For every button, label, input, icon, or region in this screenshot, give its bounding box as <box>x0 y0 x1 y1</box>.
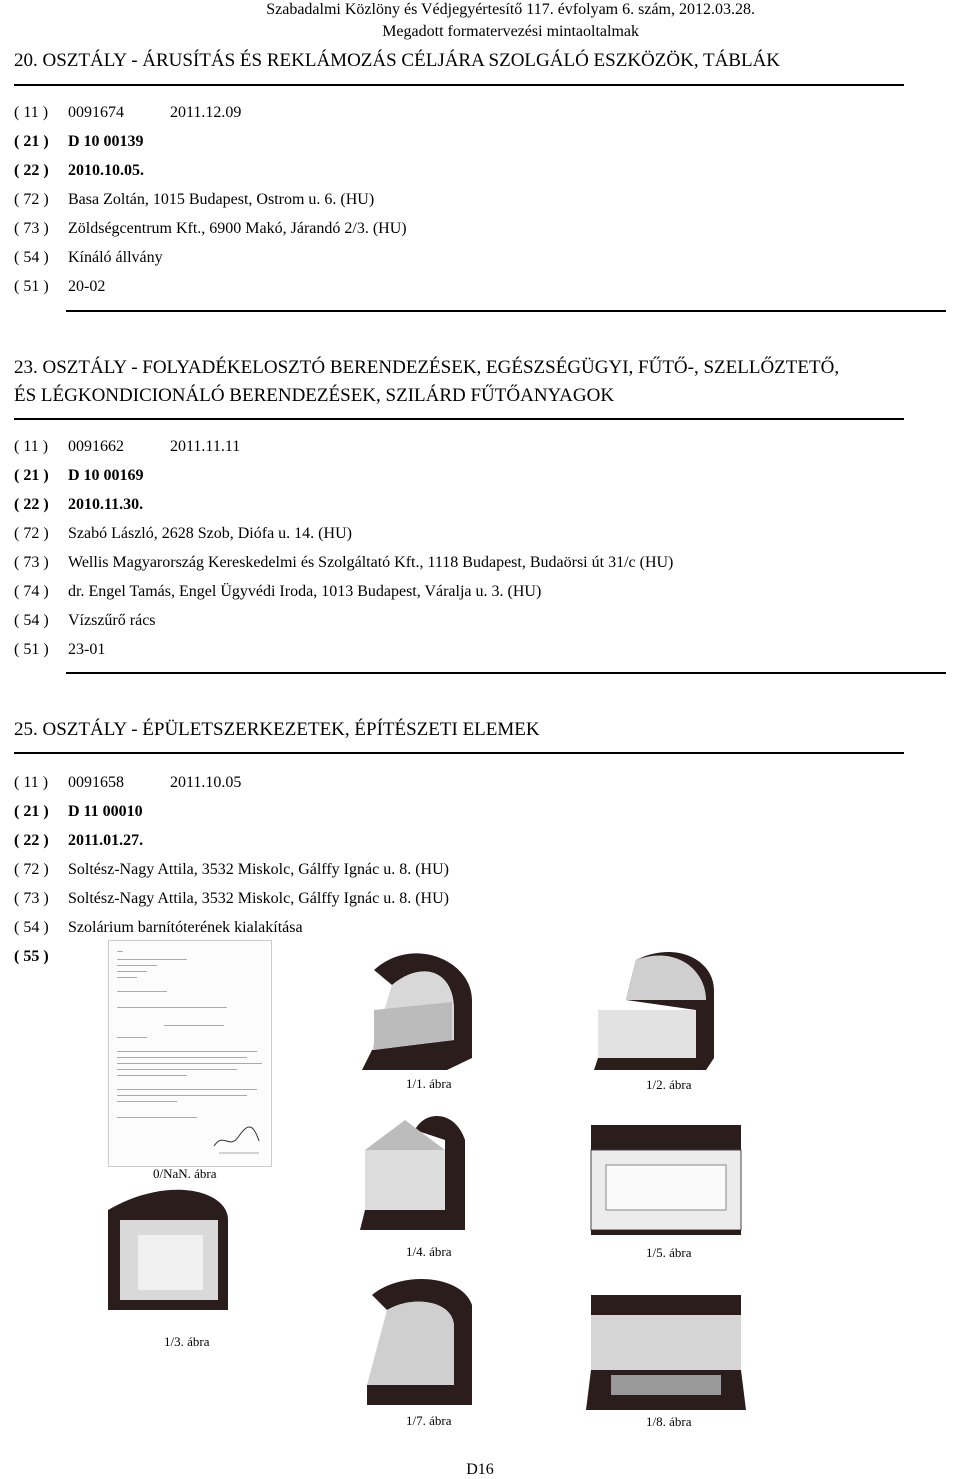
design-figure-1-4 <box>345 1110 495 1240</box>
entry-row: ( 72 ) Szabó László, 2628 Szob, Diófa u. 14. (HU) <box>14 525 352 542</box>
entry-row: ( 21 ) D 11 00010 <box>14 803 143 820</box>
design-figure-1-8 <box>586 1280 746 1415</box>
entry-row: ( 54 ) Vízszűrő rács <box>14 612 156 629</box>
section-rule <box>14 84 904 86</box>
journal-title: Szabadalmi Közlöny és Védjegyértesítő 117. évfolyam 6. szám, 2012.03.28. <box>266 1 755 18</box>
entry-row: ( 51 ) 23-01 <box>14 641 106 658</box>
figure-caption-1-1: 1/1. ábra <box>406 1076 452 1091</box>
section-rule <box>14 752 904 754</box>
design-figure-1-5 <box>586 1110 746 1240</box>
section-title-25: 25. OSZTÁLY - ÉPÜLETSZERKEZETEK, ÉPÍTÉSZETI ELEMEK <box>14 719 540 740</box>
entry-row: ( 21 ) D 10 00169 <box>14 467 144 484</box>
journal-subtitle: Megadott formatervezési mintaoltalmak <box>382 23 639 40</box>
figure-caption-0: 0/NaN. ábra <box>153 1166 217 1181</box>
entry-row: ( 73 ) Wellis Magyarország Kereskedelmi és Szolgáltató Kft., 1118 Budapest, Budaörsi út 31/c (HU) <box>14 554 674 571</box>
entry-row: ( 73 ) Zöldségcentrum Kft., 6900 Makó, Járandó 2/3. (HU) <box>14 220 407 237</box>
figure-caption-1-7: 1/7. ábra <box>406 1413 452 1428</box>
figure-caption-1-5: 1/5. ábra <box>646 1245 692 1260</box>
page-number: D16 <box>466 1461 494 1478</box>
entry-row: ( 22 ) 2011.01.27. <box>14 832 144 849</box>
entry-row: ( 54 ) Kínáló állvány <box>14 249 163 266</box>
entry-row: ( 11 ) 0091658 2011.10.05 <box>14 774 242 791</box>
entry-row: ( 11 ) 0091674 2011.12.09 <box>14 104 242 121</box>
entry-row: ( 11 ) 0091662 2011.11.11 <box>14 438 241 455</box>
document-scan-image <box>108 940 272 1167</box>
section-title-23: 23. OSZTÁLY - FOLYADÉKELOSZTÓ BERENDEZÉSEK, EGÉSZSÉGÜGYI, FŰTŐ-, SZELLŐZTETŐ, ÉS LÉGKONDICIONÁLÓ BERENDEZÉSEK, SZILÁRD FŰTŐANYAGOK <box>14 357 840 406</box>
entry-row: ( 22 ) 2010.10.05. <box>14 162 144 179</box>
entry-row: ( 22 ) 2010.11.30. <box>14 496 144 513</box>
design-figure-1-3 <box>108 1180 238 1330</box>
design-figure-1-1 <box>352 940 492 1080</box>
design-figure-1-7 <box>362 1275 492 1410</box>
entry-row: ( 73 ) Soltész-Nagy Attila, 3532 Miskolc, Gálffy Ignác u. 8. (HU) <box>14 890 449 907</box>
entry-row: ( 54 ) Szolárium barnítóterének kialakítása <box>14 919 303 936</box>
figure-caption-1-2: 1/2. ábra <box>646 1077 692 1092</box>
entry-row: ( 74 ) dr. Engel Tamás, Engel Ügyvédi Iroda, 1013 Budapest, Váralja u. 3. (HU) <box>14 583 542 600</box>
entry-end-rule <box>66 310 946 312</box>
entry-row: ( 21 ) D 10 00139 <box>14 133 144 150</box>
entry-row: ( 51 ) 20-02 <box>14 278 106 295</box>
section-title-20: 20. OSZTÁLY - ÁRUSÍTÁS ÉS REKLÁMOZÁS CÉLJÁRA SZOLGÁLÓ ESZKÖZÖK, TÁBLÁK <box>14 50 781 71</box>
entry-row: ( 72 ) Basa Zoltán, 1015 Budapest, Ostrom u. 6. (HU) <box>14 191 375 208</box>
figure-caption-1-3: 1/3. ábra <box>164 1334 210 1349</box>
entry-end-rule <box>66 672 946 674</box>
entry-row: ( 55 ) <box>14 948 49 965</box>
figure-caption-1-4: 1/4. ábra <box>406 1244 452 1259</box>
design-figure-1-2 <box>586 940 726 1080</box>
signature-image <box>209 1121 269 1161</box>
section-rule <box>14 418 904 420</box>
entry-row: ( 72 ) Soltész-Nagy Attila, 3532 Miskolc, Gálffy Ignác u. 8. (HU) <box>14 861 449 878</box>
page-header <box>266 0 755 43</box>
figure-caption-1-8: 1/8. ábra <box>646 1414 692 1429</box>
